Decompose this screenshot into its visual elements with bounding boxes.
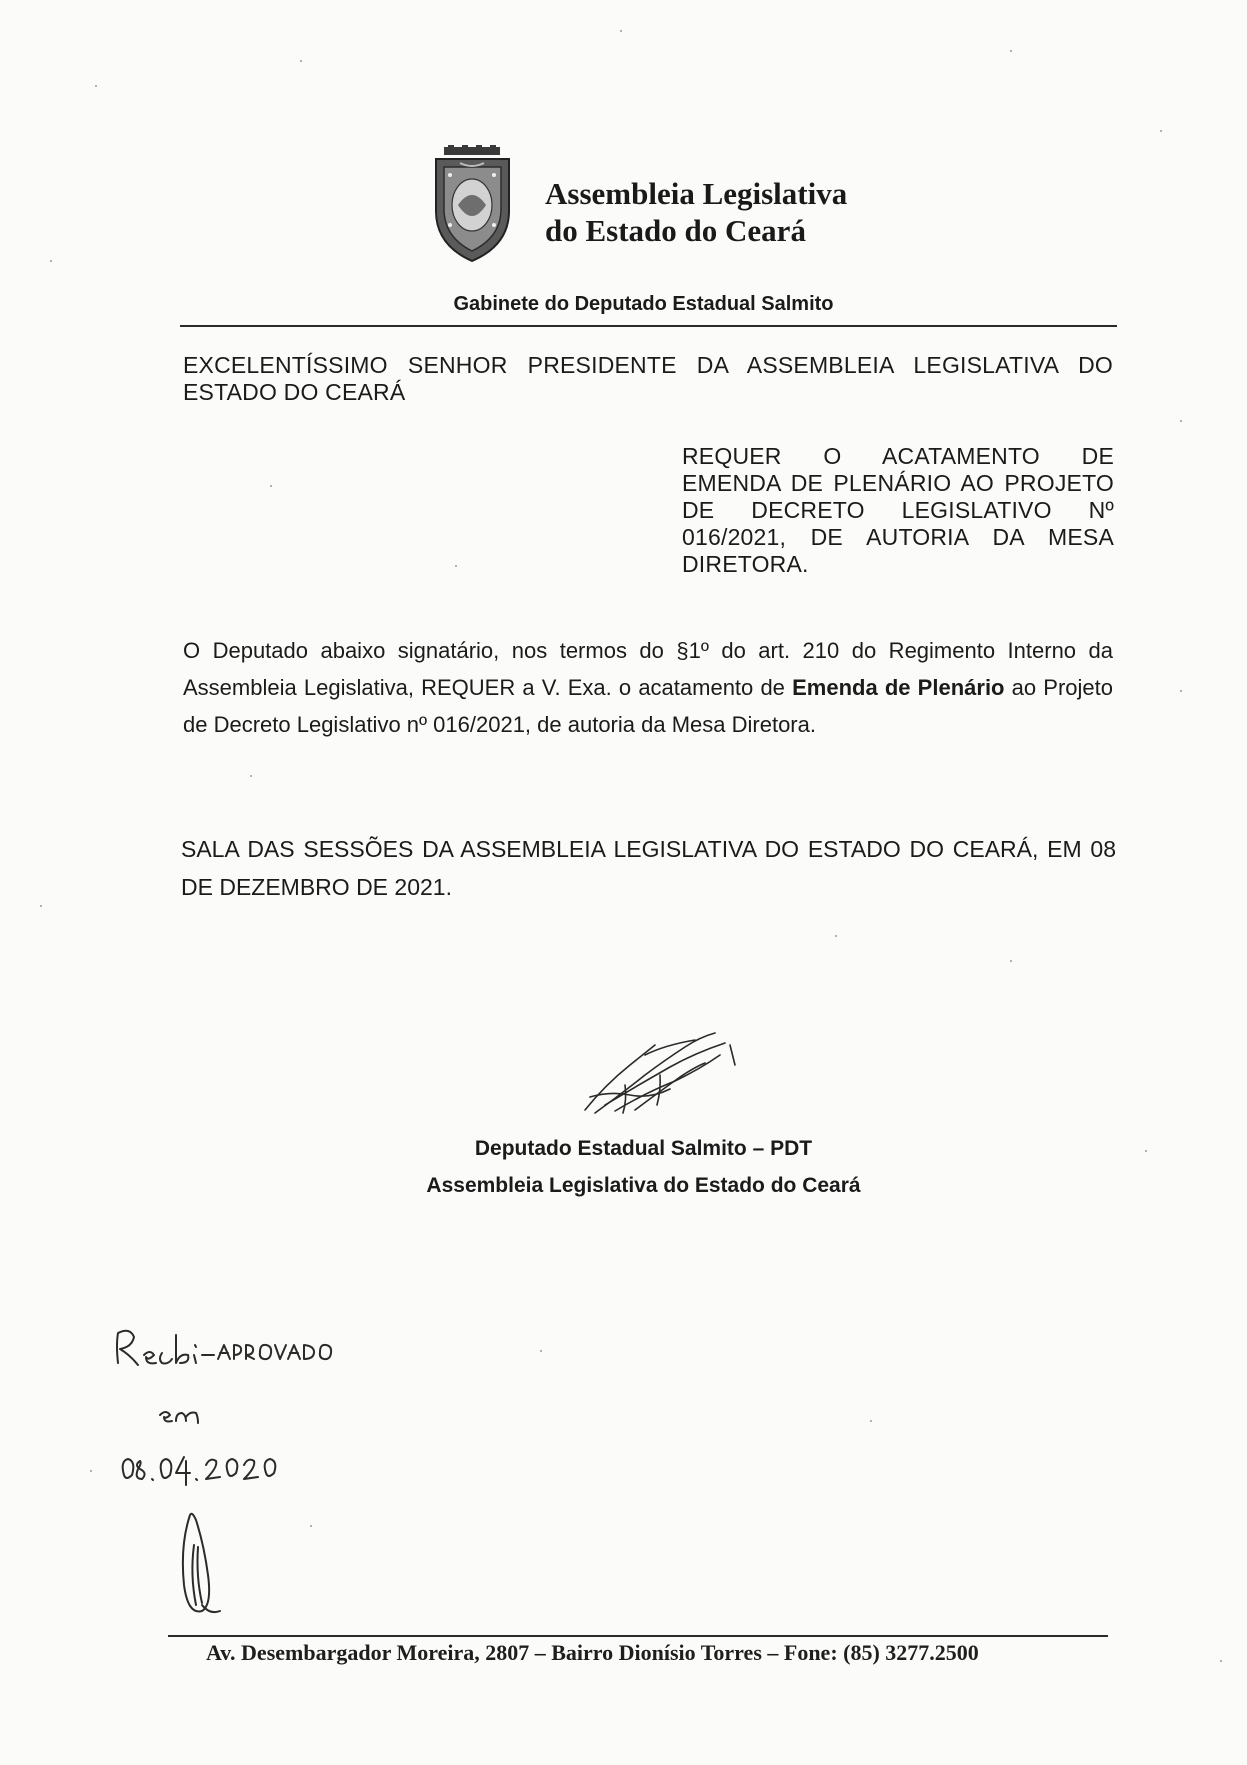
state-coat-of-arms-icon	[430, 145, 515, 265]
scan-speck	[455, 565, 457, 567]
scan-speck	[300, 60, 302, 62]
handwritten-approval-note	[110, 1315, 370, 1625]
scan-speck	[1220, 1660, 1222, 1662]
signatory-name: Deputado Estadual Salmito – PDT	[474, 1137, 813, 1160]
institution-name	[545, 175, 847, 249]
footer-divider	[168, 1635, 1108, 1637]
scan-speck	[250, 775, 252, 777]
scan-speck	[540, 1350, 542, 1352]
institution-name-line2: do Estado do Ceará	[545, 213, 806, 248]
signatory-block	[0, 1130, 1247, 1204]
header-divider	[180, 325, 1117, 327]
scan-speck	[40, 905, 42, 907]
scan-speck	[270, 485, 272, 487]
scan-speck	[95, 85, 97, 87]
request-body	[183, 632, 1113, 743]
scan-speck	[1010, 50, 1012, 52]
request-body-text-1: O Deputado abaixo signatário, nos termos do §1º do art. 210 do Regimento Interno da Assembleia Legislativa, REQUER a V. Exa. o acatamento de	[183, 638, 1113, 700]
request-summary: REQUER O ACATAMENTO DE EMENDA DE PLENÁRIO AO PROJETO DE DECRETO LEGISLATIVO Nº 016/2021, DE AUTORIA DA MESA DIRETORA.	[682, 443, 1114, 577]
scan-speck	[1160, 130, 1162, 132]
scan-speck	[90, 1470, 92, 1472]
letterhead	[430, 145, 890, 265]
scan-speck	[1180, 690, 1182, 692]
footer-address: Av. Desembargador Moreira, 2807 – Bairro Dionísio Torres – Fone: (85) 3277.2500	[206, 1640, 979, 1665]
scan-speck	[1010, 960, 1012, 962]
scan-speck	[870, 1420, 872, 1422]
addressee-heading: EXCELENTÍSSIMO SENHOR PRESIDENTE DA ASSEMBLEIA LEGISLATIVA DO ESTADO DO CEARÁ	[183, 352, 1113, 405]
request-body-text-2: ao Projeto de Decreto Legislativo nº 016/2021, de autoria da Mesa Diretora.	[183, 675, 1114, 737]
handwritten-signature	[575, 1025, 755, 1125]
request-body-emphasis: Emenda de Plenário	[792, 675, 1005, 700]
office-name: Gabinete do Deputado Estadual Salmito	[453, 293, 834, 315]
session-date-line: SALA DAS SESSÕES DA ASSEMBLEIA LEGISLATIVA DO ESTADO DO CEARÁ, EM 08 DE DEZEMBRO DE 2021.	[181, 836, 1116, 900]
scan-speck	[835, 935, 837, 937]
scan-speck	[620, 30, 622, 32]
scan-speck	[1180, 420, 1182, 422]
signatory-institution: Assembleia Legislativa do Estado do Ceará	[426, 1174, 861, 1197]
institution-name-line1: Assembleia Legislativa	[545, 176, 848, 211]
scan-speck	[50, 260, 52, 262]
